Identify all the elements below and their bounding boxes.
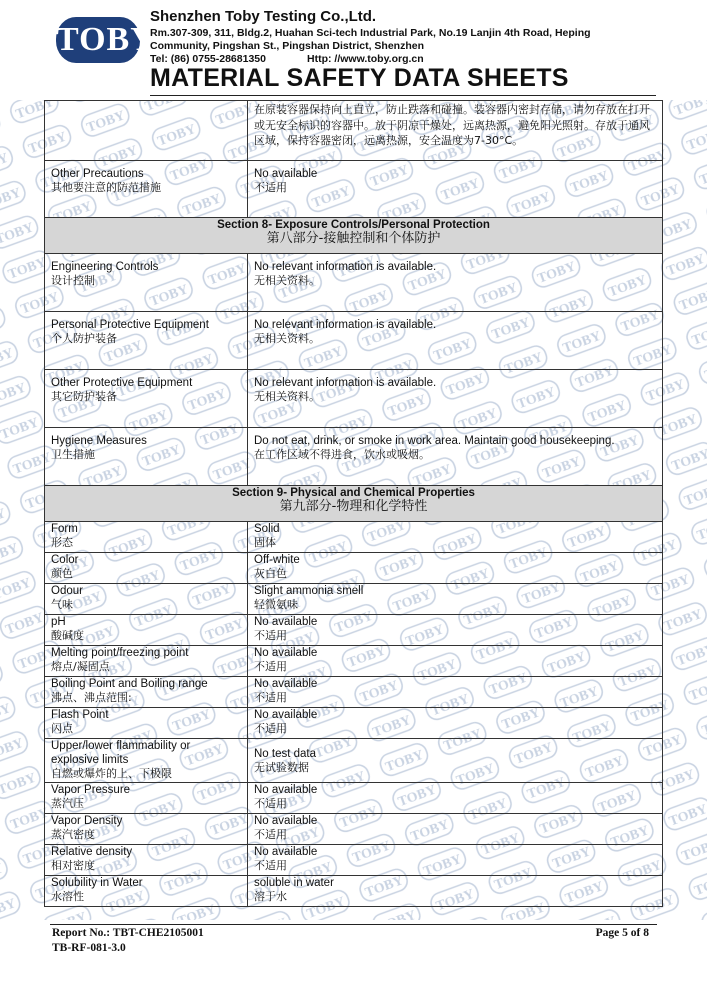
- table-row: [45, 553, 663, 584]
- label-zh: 形态: [51, 536, 73, 549]
- property-label: [45, 739, 248, 783]
- other-precautions-row: [45, 161, 663, 218]
- label-zh: 酸碱度: [51, 629, 84, 642]
- property-value: [248, 783, 663, 814]
- label-en: Other Protective Equipment: [51, 377, 193, 389]
- table-row: [45, 646, 663, 677]
- value-en: No test data: [254, 747, 317, 760]
- value-zh: 灰白色: [254, 567, 287, 580]
- property-label: [45, 845, 248, 876]
- value-en: No relevant information is available.: [254, 261, 437, 273]
- value-zh: 不适用: [254, 691, 287, 704]
- property-value: [248, 584, 663, 615]
- label-zh: 其他要注意的防范措施: [51, 181, 161, 194]
- property-label: [45, 615, 248, 646]
- label-zh: 水溶性: [51, 890, 84, 903]
- section8-header: [45, 218, 663, 254]
- storage-label-cell: [45, 101, 248, 161]
- label-en: Solubility in Water: [51, 877, 143, 889]
- company-tel: Tel: (86) 0755-28681350: [150, 53, 266, 65]
- section8-title: [45, 218, 663, 254]
- value-en: No available: [254, 846, 318, 858]
- value-en: No available: [254, 678, 318, 690]
- footer-report-info: [52, 926, 204, 956]
- section9-header: [45, 486, 663, 522]
- label-en: Melting point/freezing point: [51, 647, 189, 659]
- property-label: [45, 522, 248, 553]
- table-row: [45, 428, 663, 486]
- label-en: Personal Protective Equipment: [51, 319, 209, 331]
- value-en: No available: [254, 647, 318, 659]
- document-title: MATERIAL SAFETY DATA SHEETS: [150, 64, 569, 92]
- property-value: [248, 646, 663, 677]
- value-zh: 不适用: [254, 181, 287, 194]
- table-row: [45, 708, 663, 739]
- value-zh: 轻微氨味: [254, 598, 298, 611]
- label-zh: 个人防护装备: [51, 332, 117, 345]
- property-label: [45, 370, 248, 428]
- property-value: [248, 522, 663, 553]
- value-zh: 固体: [254, 536, 276, 549]
- report-number: Report No.: TBT-CHE2105001: [52, 927, 204, 939]
- storage-text: 在原装容器保持向上直立，防止跌落和碰撞。装容器内密封存储，请勿存放在打开或无安全标识的容器中。放于阴凉干燥处，远离热源，避免阳光照射。存放于通风区域，保持容器密闭，远离热源，安全温度为7-30°C。: [254, 103, 650, 147]
- label-en: Form: [51, 523, 78, 535]
- page-number: Page 5 of 8: [595, 927, 649, 939]
- label-en: Odour: [51, 585, 83, 597]
- label-zh: 沸点、沸点范围:: [51, 691, 132, 704]
- storage-value-cell: [248, 101, 663, 161]
- section9-title-zh: 第九部分-物理和化学特性: [279, 499, 428, 514]
- value-zh: 在工作区域不得进食，饮水或吸烟。: [254, 448, 430, 461]
- label-zh: 自燃或爆炸的上、下极限: [51, 767, 172, 780]
- value-en: Off-white: [254, 554, 300, 566]
- value-en: No available: [254, 168, 318, 180]
- value-en: No available: [254, 815, 318, 827]
- company-address-line2: Community, Pingshan St., Pingshan District, Shenzhen: [150, 40, 424, 52]
- property-label: [45, 677, 248, 708]
- label-zh: 蒸汽压: [51, 797, 84, 810]
- table-row: [45, 312, 663, 370]
- section9-title: [45, 486, 663, 522]
- property-label: [45, 312, 248, 370]
- label-zh: 卫生措施: [51, 448, 95, 461]
- property-label: [45, 428, 248, 486]
- table-row: [45, 677, 663, 708]
- label-en: pH: [51, 616, 66, 628]
- property-value: [248, 428, 663, 486]
- label-zh: 气味: [51, 598, 73, 611]
- title-divider: [150, 95, 656, 96]
- company-address-line1: Rm.307-309, 311, Bldg.2, Huahan Sci-tech Industrial Park, No.19 Lanjin 4th Road, Heping: [150, 27, 591, 39]
- label-en: Upper/lower flammability or explosive limits: [51, 740, 191, 766]
- property-label: [45, 584, 248, 615]
- value-zh: 无相关资料。: [254, 332, 320, 345]
- value-zh: 无试验数据: [254, 760, 309, 774]
- property-value: [248, 161, 663, 218]
- label-en: Hygiene Measures: [51, 435, 147, 447]
- table-row: [45, 615, 663, 646]
- property-label: [45, 254, 248, 312]
- value-en: No available: [254, 616, 318, 628]
- label-en: Engineering Controls: [51, 261, 159, 273]
- sds-table: [44, 100, 663, 907]
- table-row: [45, 814, 663, 845]
- property-label: [45, 783, 248, 814]
- label-zh: 设计控制: [51, 274, 95, 287]
- value-en: No available: [254, 784, 318, 796]
- value-zh: 不适用: [254, 722, 287, 735]
- page-header: [0, 0, 707, 100]
- label-zh: 闪点: [51, 722, 73, 735]
- value-zh: 溶于水: [254, 890, 287, 903]
- storage-continuation-row: [45, 101, 663, 161]
- label-en: Color: [51, 554, 79, 566]
- value-en: soluble in water: [254, 877, 334, 889]
- label-en: Boiling Point and Boiling range: [51, 678, 208, 690]
- property-value: [248, 370, 663, 428]
- property-value: [248, 615, 663, 646]
- property-label: [45, 708, 248, 739]
- footer-divider: [50, 924, 657, 925]
- label-en: Relative density: [51, 846, 133, 858]
- property-label: [45, 646, 248, 677]
- label-zh: 熔点/凝固点: [51, 660, 110, 673]
- section8-title-zh: 第八部分-接触控制和个体防护: [266, 231, 441, 246]
- toby-logo: TOBY: [56, 17, 140, 63]
- value-en: No relevant information is available.: [254, 377, 437, 389]
- value-zh: 不适用: [254, 660, 287, 673]
- property-value: [248, 814, 663, 845]
- table-row: [45, 876, 663, 907]
- table-row: [45, 783, 663, 814]
- value-zh: 无相关资料。: [254, 274, 320, 287]
- property-value: [248, 845, 663, 876]
- label-en: Vapor Pressure: [51, 784, 131, 796]
- table-row: [45, 739, 663, 783]
- property-value: [248, 708, 663, 739]
- value-zh: 不适用: [254, 797, 287, 810]
- label-zh: 相对密度: [51, 859, 95, 872]
- property-value: [248, 312, 663, 370]
- label-en: Vapor Density: [51, 815, 123, 827]
- value-en: Do not eat, drink, or smoke in work area. Maintain good housekeeping.: [254, 435, 615, 447]
- value-zh: 不适用: [254, 828, 287, 841]
- form-number: TB-RF-081-3.0: [52, 942, 126, 954]
- section8-title-en: Section 8- Exposure Controls/Personal Protection: [217, 219, 490, 231]
- table-row: [45, 522, 663, 553]
- value-zh: 不适用: [254, 859, 287, 872]
- value-zh: 无相关资料。: [254, 390, 320, 403]
- label-en: Flash Point: [51, 709, 109, 721]
- table-row: [45, 584, 663, 615]
- table-row: [45, 845, 663, 876]
- value-en: No relevant information is available.: [254, 319, 437, 331]
- label-en: Other Precautions: [51, 168, 144, 180]
- value-en: No available: [254, 709, 318, 721]
- property-value: [248, 739, 663, 783]
- value-zh: 不适用: [254, 629, 287, 642]
- label-zh: 颜色: [51, 567, 73, 580]
- property-label: [45, 553, 248, 584]
- value-en: Solid: [254, 523, 280, 535]
- company-website: Http: //www.toby.org.cn: [307, 53, 424, 65]
- property-label: [45, 161, 248, 218]
- label-zh: 蒸汽密度: [51, 828, 95, 841]
- table-row: [45, 370, 663, 428]
- property-label: [45, 814, 248, 845]
- property-value: [248, 553, 663, 584]
- property-value: [248, 876, 663, 907]
- value-en: Slight ammonia smell: [254, 585, 364, 597]
- label-zh: 其它防护装备: [51, 390, 117, 403]
- section9-title-en: Section 9- Physical and Chemical Properties: [232, 487, 475, 499]
- company-name: Shenzhen Toby Testing Co.,Ltd.: [150, 8, 377, 25]
- property-value: [248, 254, 663, 312]
- property-label: [45, 876, 248, 907]
- property-value: [248, 677, 663, 708]
- table-row: [45, 254, 663, 312]
